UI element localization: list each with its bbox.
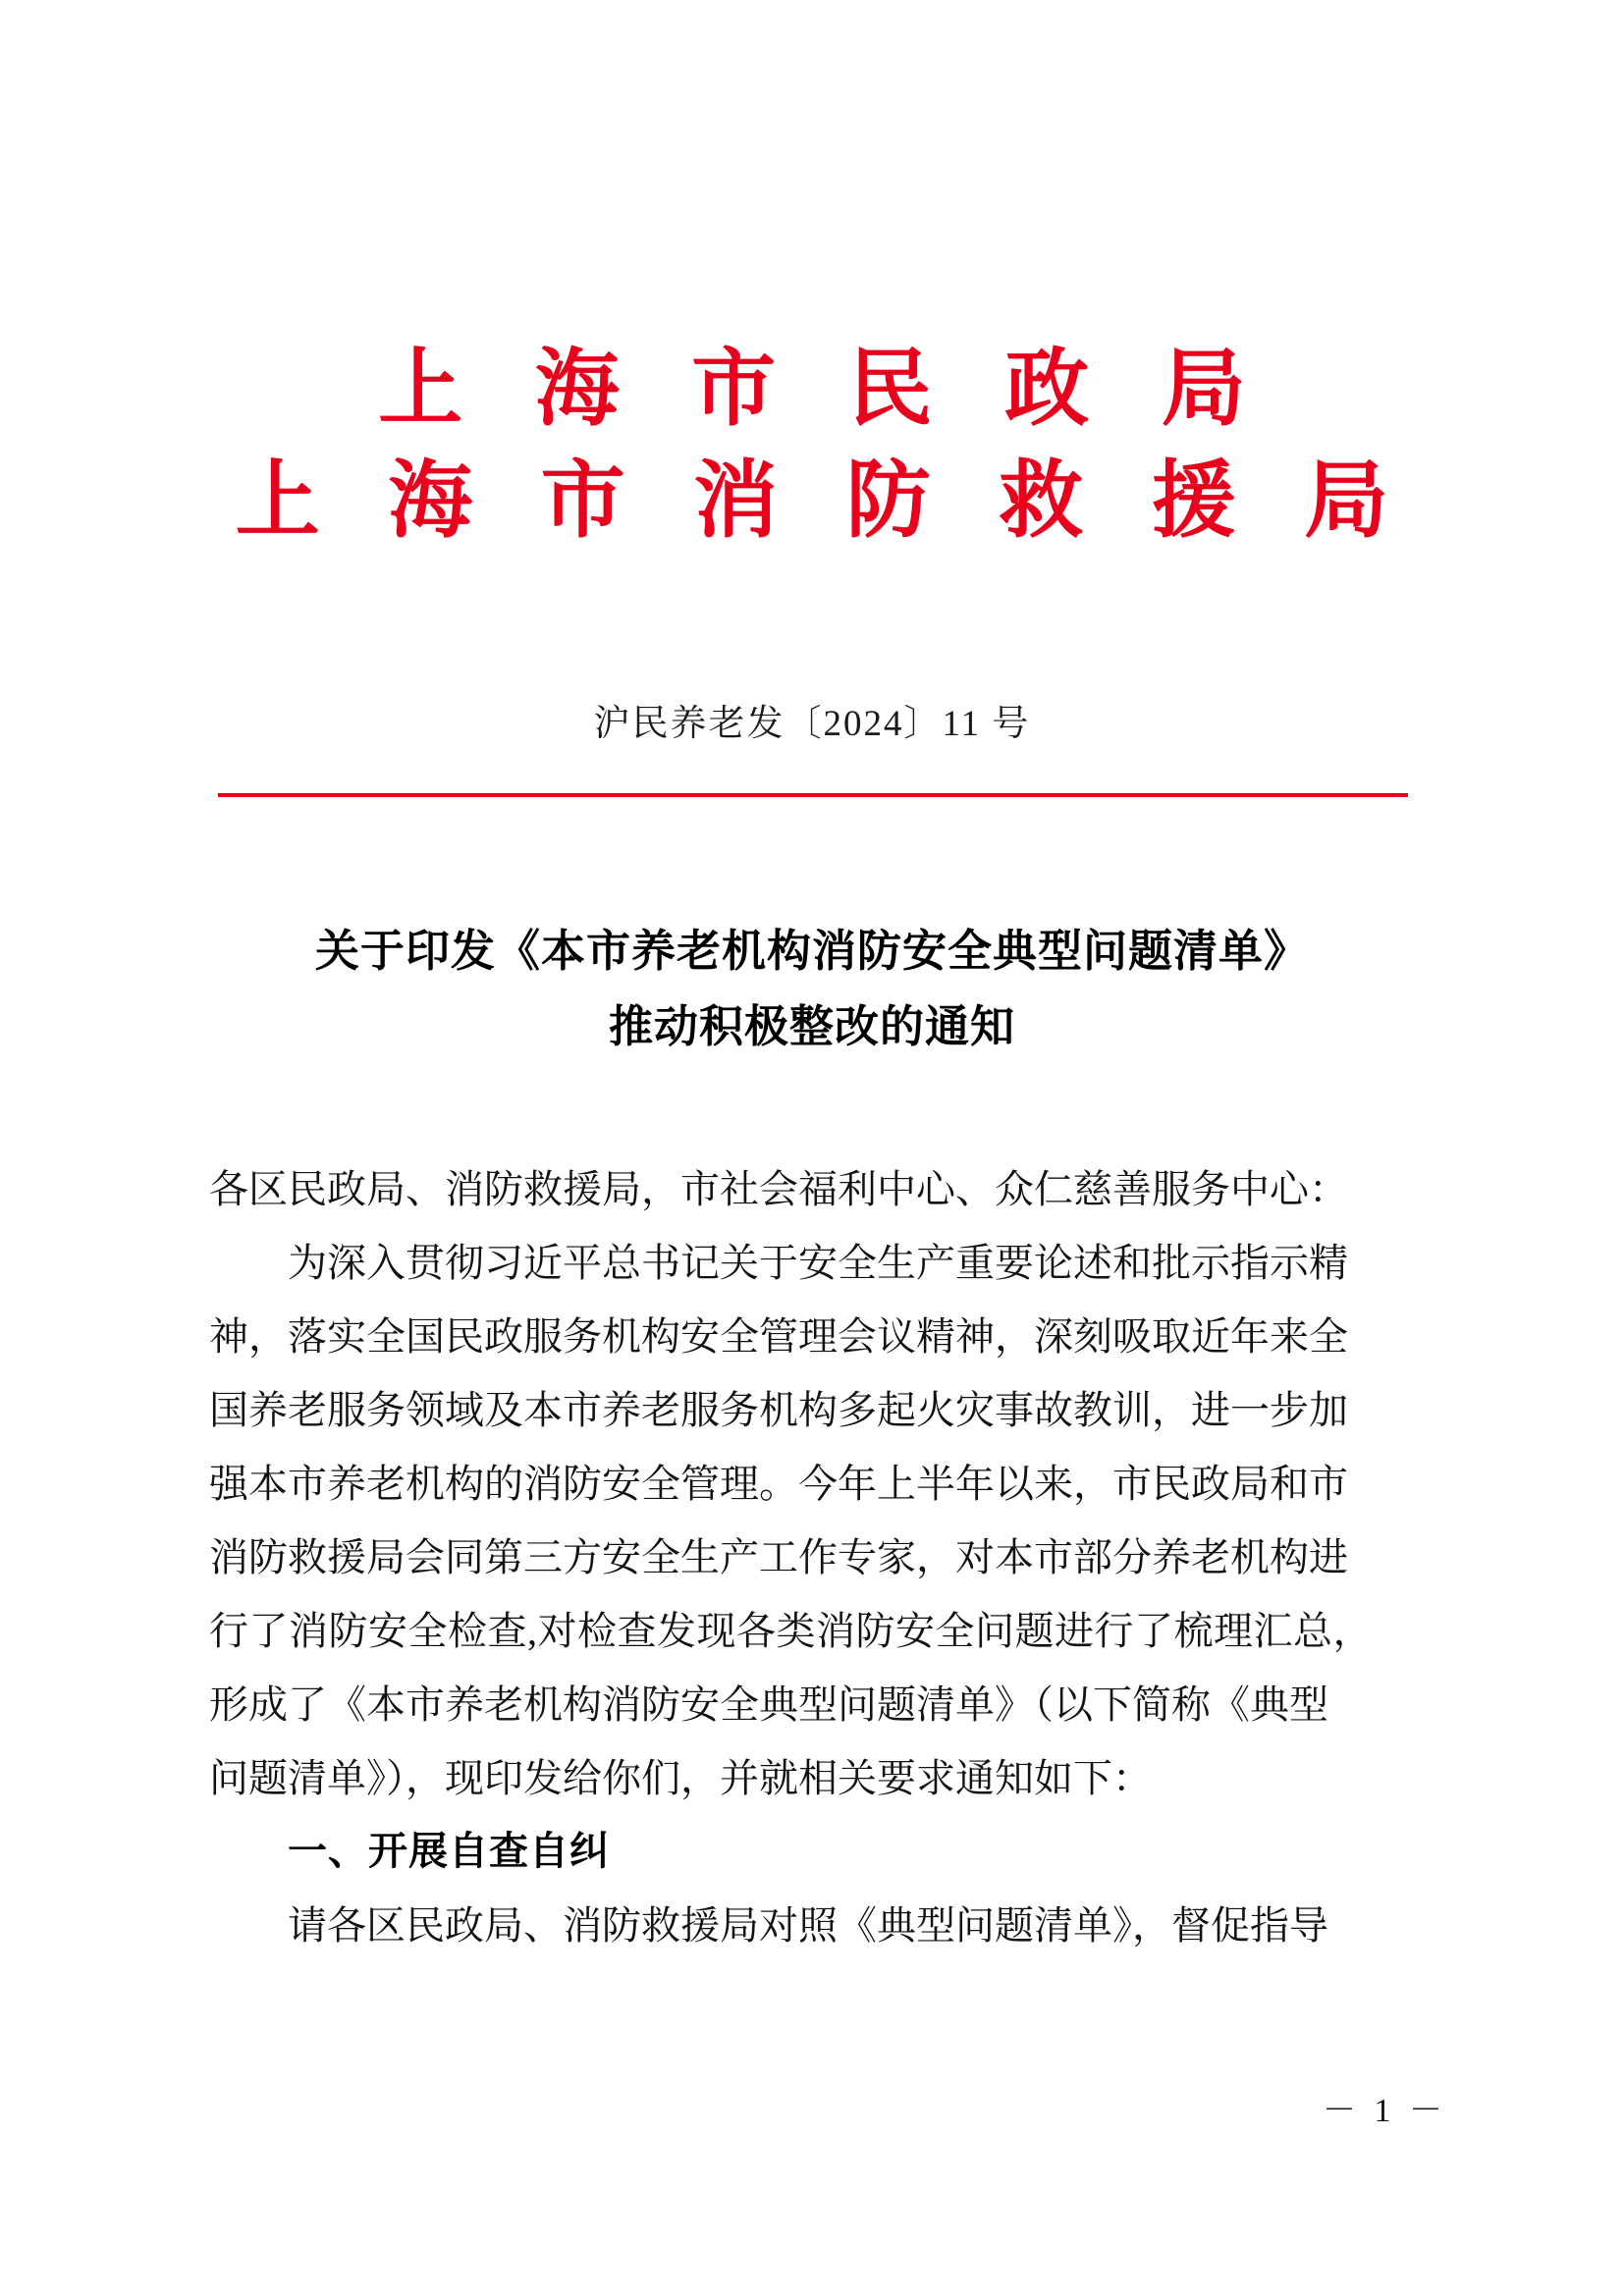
page-title-line-1: 关于印发《本市养老机构消防安全典型问题清单》	[314, 926, 1309, 976]
red-separator-rule	[218, 793, 1408, 797]
recipients-line: 各区民政局、消防救援局，市社会福利中心、众仁慈善服务中心：	[209, 1167, 1348, 1211]
section-heading-1: 一、开展自查自纠	[288, 1830, 610, 1873]
body-paragraph-line: 问题清单》），现印发给你们，并就相关要求通知如下：	[209, 1756, 1152, 1800]
document-body	[209, 1152, 1423, 1962]
section-1-body-line: 请各区民政局、消防救援局对照《典型问题清单》，督促指导	[288, 1903, 1328, 1948]
body-paragraph-line: 国养老服务领域及本市养老服务机构多起火灾事故教训，进一步加	[209, 1388, 1348, 1432]
document-serial-number: 沪民养老发〔2024〕11 号	[593, 704, 1031, 744]
body-paragraph-line: 形成了《本市养老机构消防安全典型问题清单》（以下简称《典型	[209, 1682, 1328, 1727]
agency-masthead	[0, 334, 1624, 557]
masthead-line-1: 上 海 市 民 政 局	[378, 342, 1272, 436]
body-paragraph-line: 行了消防安全检查,对检查发现各类消防安全问题进行了梳理汇总，	[209, 1609, 1373, 1653]
body-paragraph-line: 为深入贯彻习近平总书记关于安全生产重要论述和批示指示精	[288, 1241, 1348, 1285]
body-paragraph-line: 神，落实全国民政服务机构安全管理会议精神，深刻吸取近年来全	[209, 1314, 1348, 1359]
page-number: － 1 －	[1323, 2093, 1447, 2129]
page-title-line-2: 推动积极整改的通知	[608, 1001, 1015, 1052]
page-title	[0, 913, 1624, 1065]
body-paragraph-line: 强本市养老机构的消防安全管理。今年上半年以来，市民政局和市	[209, 1462, 1348, 1506]
masthead-line-2: 上 海 市 消 防 救 援 局	[235, 453, 1413, 548]
body-paragraph-line: 消防救援局会同第三方安全生产工作专家，对本市部分养老机构进	[209, 1535, 1348, 1579]
